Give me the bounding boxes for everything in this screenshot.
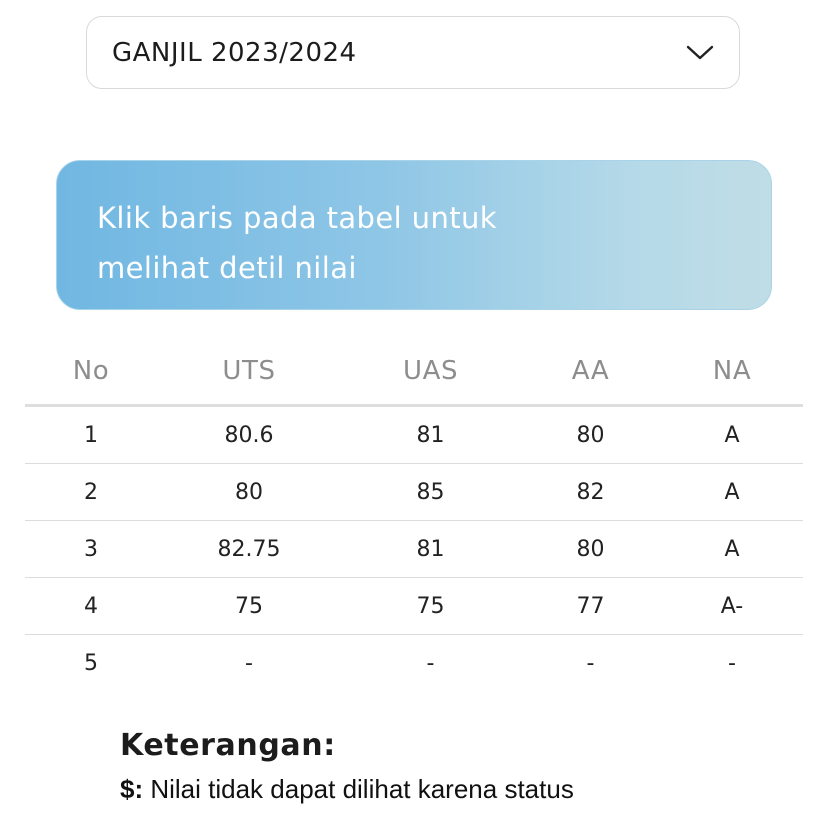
legend-item-text: Nilai tidak dapat dilihat karena status: [143, 774, 574, 804]
table-row[interactable]: [25, 464, 803, 521]
cell-no: 3: [25, 521, 157, 578]
cell-na: A: [661, 464, 803, 521]
cell-uas: -: [426, 650, 435, 676]
cell-no: 2: [25, 464, 157, 521]
cell-no: 4: [25, 578, 157, 635]
cell-aa: 80: [520, 406, 661, 464]
cell-na: -: [728, 650, 736, 676]
cell-uas: 75: [341, 578, 520, 635]
table-row[interactable]: [25, 635, 803, 692]
column-header-aa: AA: [520, 338, 661, 406]
legend-item: [120, 771, 740, 807]
cell-uts: 80.6: [157, 406, 341, 464]
legend: [120, 728, 740, 807]
cell-uas: 81: [341, 521, 520, 578]
grade-table: [25, 338, 803, 691]
column-header-uas: UAS: [341, 338, 520, 406]
cell-uts: 80: [157, 464, 341, 521]
cell-aa: 82: [520, 464, 661, 521]
cell-aa: 80: [520, 521, 661, 578]
cell-aa: 77: [520, 578, 661, 635]
cell-uts: -: [245, 650, 253, 676]
cell-uas: 85: [341, 464, 520, 521]
table-row[interactable]: [25, 578, 803, 635]
cell-no: 1: [25, 406, 157, 464]
cell-na: A: [661, 521, 803, 578]
chevron-down-icon[interactable]: [685, 44, 715, 62]
column-header-na: NA: [661, 338, 803, 406]
semester-select-value: GANJIL 2023/2024: [112, 37, 357, 68]
column-header-uts: UTS: [157, 338, 341, 406]
table-header-row: [25, 338, 803, 406]
legend-item-symbol: $:: [120, 774, 144, 804]
cell-uts: 75: [157, 578, 341, 635]
info-banner-text: Klik baris pada tabel untuk melihat detil nilai: [97, 201, 497, 285]
legend-title: Keterangan:: [120, 728, 336, 763]
cell-no: 5: [84, 650, 98, 676]
cell-na: A: [661, 406, 803, 464]
table-row[interactable]: [25, 406, 803, 464]
info-banner: [56, 160, 772, 310]
semester-select[interactable]: [86, 16, 740, 89]
column-header-no: No: [25, 338, 157, 406]
cell-uas: 81: [341, 406, 520, 464]
cell-uts: 82.75: [157, 521, 341, 578]
table-row[interactable]: [25, 521, 803, 578]
cell-aa: -: [586, 650, 595, 676]
cell-na: A-: [661, 578, 803, 635]
